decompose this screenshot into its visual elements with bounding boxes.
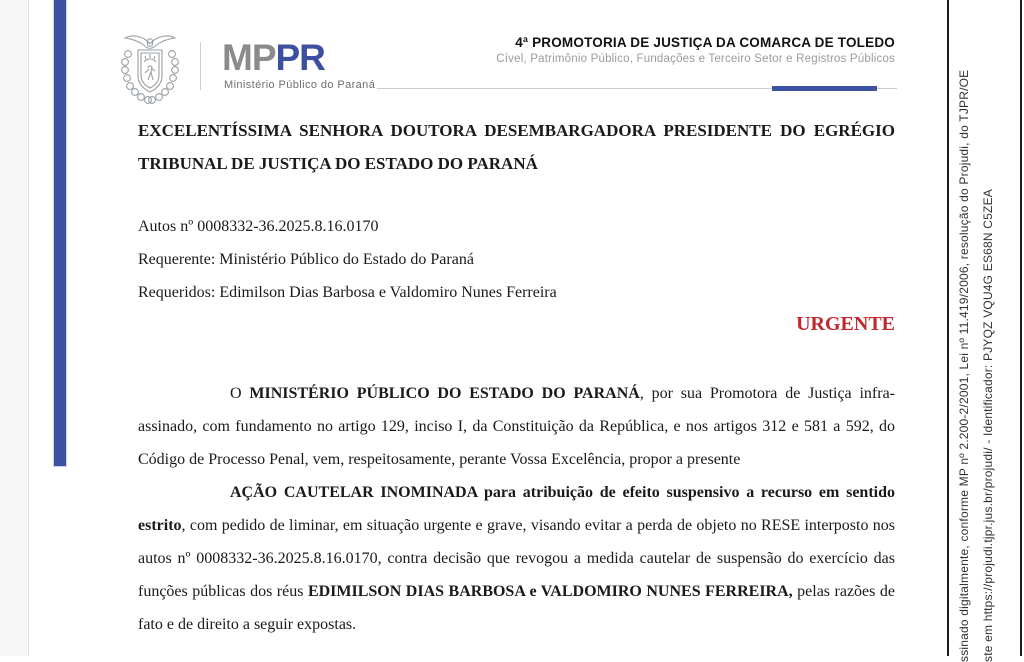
- wordmark-mp: MP: [222, 37, 276, 78]
- addressee-heading: EXCELENTÍSSIMA SENHORA DOUTORA DESEMBARGADORA PRESIDENTE DO EGRÉGIO TRIBUNAL DE JUSTIÇA DO ESTADO DO PARANÁ: [138, 121, 895, 173]
- urgent-label: URGENTE: [796, 313, 895, 335]
- petition-paragraph: AÇÃO CAUTELAR INOMINADA para atribuição de efeito suspensivo a recurso em sentido estrito, com pedido de liminar, em situação urgente e grave, visando evitar a perda de objeto no RESE interposto nos autos nº 0008332-36.2025.8.16.0170, contra decisão que revogou a medida cautelar de suspensão do exercício das funções públicas dos réus EDIMILSON DIAS BARBOSA e VALDOMIRO NUNES FERREIRA, pelas razões de fato e de direito a seguir expostas.: [138, 484, 895, 633]
- petition-paragraph: O MINISTÉRIO PÚBLICO DO ESTADO DO PARANÁ, por sua Promotora de Justiça infra-assinado, com fundamento no artigo 129, inciso I, da Constituição da República, e nos artigos 312 e 581 a 592, do Código de Processo Penal, vem, respeitosamente, perante Vossa Excelência, propor a presente: [138, 385, 895, 468]
- petition-body: [138, 377, 895, 641]
- header-rule-accent: [772, 86, 877, 91]
- logo-divider: [200, 42, 201, 90]
- promotoria-subtitle: Cível, Patrimônio Público, Fundações e Terceiro Setor e Registros Públicos: [496, 53, 895, 65]
- parana-coat-of-arms-icon: [120, 32, 180, 106]
- signature-rail-border-right: [1020, 0, 1022, 656]
- requerente-line: Requerente: Ministério Público do Estado do Paraná: [138, 251, 474, 268]
- document-revision-bar: [53, 0, 67, 467]
- mppr-wordmark: [222, 38, 325, 78]
- requeridos-line: Requeridos: Edimilson Dias Barbosa e Valdomiro Nunes Ferreira: [138, 284, 557, 301]
- case-number-line: Autos nº 0008332-36.2025.8.16.0170: [138, 218, 379, 235]
- wordmark-pr: PR: [275, 37, 325, 78]
- promotoria-title: 4ª PROMOTORIA DE JUSTIÇA DA COMARCA DE TOLEDO: [515, 35, 895, 50]
- digital-signature-stamp-line2: ste em https://projudi.tjpr.jus.br/projudi/ - Identificador: PJYQZ VQU4G ES68N C5ZEA: [981, 189, 995, 662]
- case-info-block: [138, 210, 895, 309]
- digital-signature-stamp-line1: ssinado digitalmente, conforme MP nº 2.200-2/2001, Lei nº 11.419/2006, resolução do Projudi, do TJPR/OE: [957, 69, 971, 662]
- viewer-left-gutter: [0, 0, 29, 656]
- signature-rail-border-left: [947, 0, 949, 656]
- mppr-wordmark-subtitle: Ministério Público do Paraná: [224, 79, 376, 91]
- letterhead-office-block: [375, 35, 895, 65]
